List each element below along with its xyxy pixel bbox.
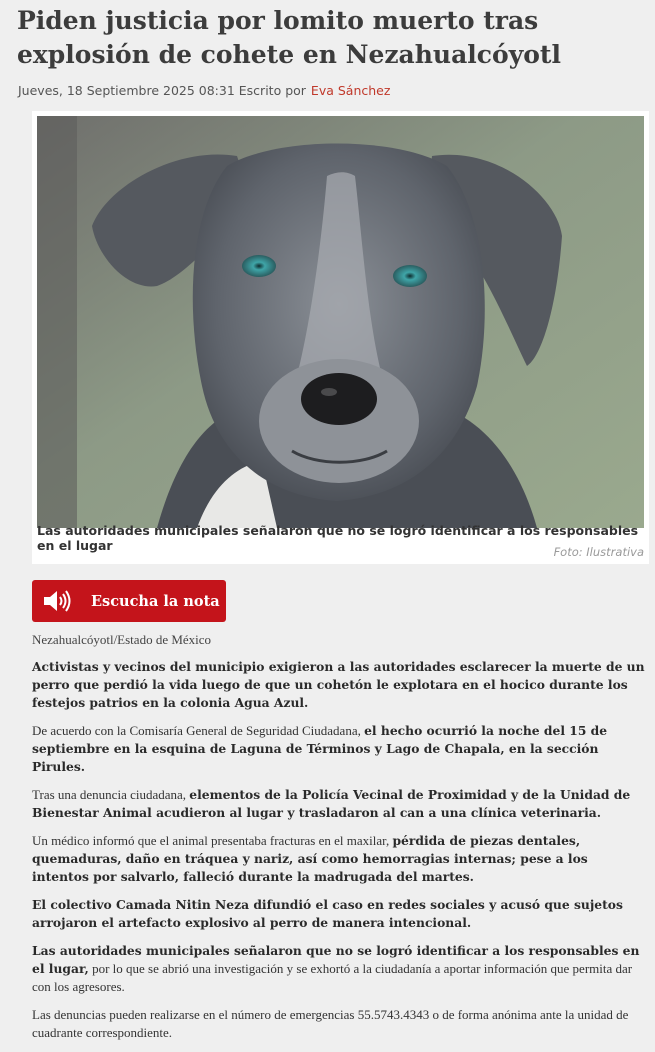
article-figure xyxy=(32,111,649,564)
article-paragraph xyxy=(32,896,648,932)
publish-date: Jueves, 18 Septiembre 2025 08:31 Escrito por xyxy=(18,83,306,98)
article-body xyxy=(32,658,648,1052)
listen-audio-button[interactable] xyxy=(32,580,226,622)
bold-text: pérdida de piezas dentales, quemaduras, daño en tráquea y nariz, así como hemorragias internas; pese a los intentos por salvarlo, falleció durante la madrugada del martes. xyxy=(32,833,588,884)
article-headline: Piden justicia por lomito muerto tras explosión de cohete en Nezahualcóyotl xyxy=(17,6,561,69)
bold-text: elementos de la Policía Vecinal de Proximidad y de la Unidad de Bienestar Animal acudieron al lugar y trasladaron al can a una clínica veterinaria. xyxy=(32,787,631,820)
bold-text: El colectivo Camada Nitin Neza difundió el caso en redes sociales y acusó que sujetos arrojaron el artefacto explosivo al perro de manera intencional. xyxy=(32,897,623,930)
body-text: Las denuncias pueden realizarse en el número de emergencias 55.5743.4343 o de forma anónima ante la unidad de cuadrante correspondiente. xyxy=(32,1007,629,1040)
dog-photo xyxy=(37,116,644,528)
article-paragraph xyxy=(32,942,648,996)
article-paragraph xyxy=(32,832,648,886)
bold-text: Las autoridades municipales señalaron que no se logró identificar a los responsables en el lugar, xyxy=(32,943,640,976)
bold-text: el hecho ocurrió la noche del 15 de septiembre en la esquina de Laguna de Términos y Lago de Chapala, en la sección Pirules. xyxy=(32,723,608,774)
body-text: Un médico informó que el animal presentaba fracturas en el maxilar, xyxy=(32,833,393,848)
article-paragraph xyxy=(32,722,648,776)
byline xyxy=(18,83,390,98)
article-paragraph xyxy=(32,658,648,712)
article-paragraph xyxy=(32,1006,648,1042)
body-text: De acuerdo con la Comisaría General de Seguridad Ciudadana, xyxy=(32,723,365,738)
listen-label: Escucha la nota xyxy=(91,592,220,610)
speaker-icon xyxy=(42,589,72,613)
body-text: por lo que se abrió una investigación y se exhortó a la ciudadanía a aportar información que permita dar con los agresores. xyxy=(32,961,633,994)
dateline: Nezahualcóyotl/Estado de México xyxy=(32,632,212,647)
bold-text: Activistas y vecinos del municipio exigieron a las autoridades esclarecer la muerte de un perro que perdió la vida luego de que un cohetón le explotara en el hocico durante los festejos patrios en la colonia Agua Azul. xyxy=(32,659,645,710)
article-paragraph xyxy=(32,786,648,822)
body-text: Tras una denuncia ciudadana, xyxy=(32,787,190,802)
photo-caption: Las autoridades municipales señalaron que no se logró identificar a los responsables en el lugar xyxy=(37,523,639,553)
photo-credit: Foto: Ilustrativa xyxy=(553,545,644,559)
author-link[interactable]: Eva Sánchez xyxy=(310,83,391,98)
